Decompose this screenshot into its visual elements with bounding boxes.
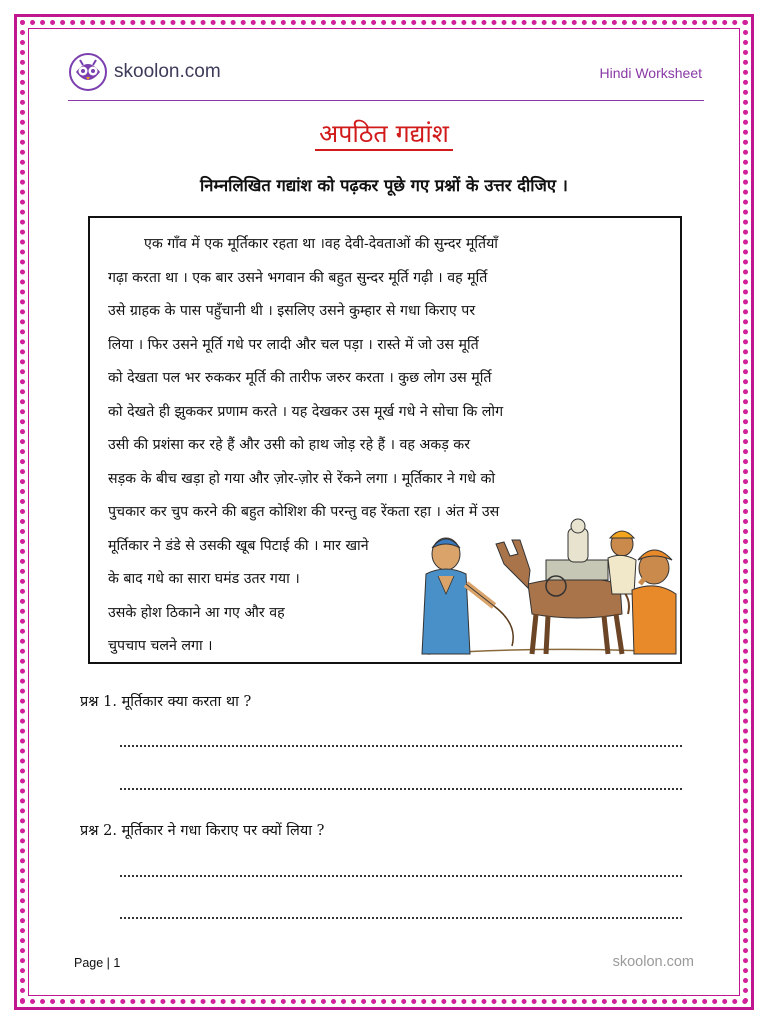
question-text: मूर्तिकार ने गधा किराए पर क्यों लिया ?	[121, 823, 325, 839]
question-label: प्रश्न 2.	[80, 823, 117, 839]
header-divider	[68, 100, 704, 101]
passage-line: एक गाँव में एक मूर्तिकार रहता था ।वह देवी-देवताओं की सुन्दर मूर्तियाँ	[144, 236, 498, 252]
passage-line: के बाद गधे का सारा घमंड उतर गया ।	[108, 571, 300, 587]
question-2	[80, 820, 324, 840]
instruction-text: निम्नलिखित गद्यांश को पढ़कर पूछे गए प्रश्नों के उत्तर दीजिए ।	[200, 176, 568, 195]
answer-line[interactable]	[120, 745, 682, 747]
answer-line[interactable]	[120, 788, 682, 790]
worksheet-title	[0, 116, 768, 150]
sculptor-donkey-illustration	[408, 514, 678, 660]
answer-line[interactable]	[120, 875, 682, 877]
sculptor-figure	[422, 538, 513, 654]
passage-line: उसे ग्राहक के पास पहुँचानी थी । इसलिए उसने कुम्हार से गधा किराए पर	[108, 303, 476, 319]
passage-line: लिया । फिर उसने मूर्ति गधे पर लादी और चल पड़ा । रास्ते में जो उस मूर्ति	[108, 336, 479, 353]
passage-line: को देखते ही झुककर प्रणाम करते । यह देखकर उस मूर्ख गधे ने सोचा कि लोग	[108, 403, 504, 420]
passage-line: को देखता पल भर रुककर मूर्ति की तारीफ जरुर करता । कुछ लोग उस मूर्ति	[108, 370, 492, 386]
passage-line: सड़क के बीच खड़ा हो गया और ज़ोर-ज़ोर से रेंकने लगा । मूर्तिकार ने गधे को	[108, 470, 496, 487]
page-number: Page | 1	[74, 956, 121, 970]
question-label: प्रश्न 1.	[80, 694, 117, 710]
owl-logo-icon	[68, 52, 108, 92]
passage-line: पुचकार कर चुप करने की बहुत कोशिश की परन्तु वह रेंकता रहा । अंत में उस	[108, 504, 500, 520]
passage-line: उसी की प्रशंसा कर रहे हैं और उसी को हाथ जोड़ रहे हैं । वह अकड़ कर	[108, 437, 471, 453]
passage-line: मूर्तिकार ने डंडे से उसकी खूब पिटाई की । मार खाने	[108, 537, 369, 554]
question-1	[80, 691, 251, 711]
brand-logo[interactable]	[68, 52, 221, 92]
worksheet-type-label: Hindi Worksheet	[599, 65, 702, 81]
title-text: अपठित गद्यांश	[315, 119, 453, 151]
logo-text: skoolon.com	[114, 61, 221, 82]
passage-line: गढ़ा करता था । एक बार उसने भगवान की बहुत सुन्दर मूर्ति गढ़ी । वह मूर्ति	[108, 269, 488, 286]
passage-line: उसके होश ठिकाने आ गए और वह	[108, 604, 285, 621]
question-text: मूर्तिकार क्या करता था ?	[121, 694, 252, 710]
passage-box	[88, 216, 682, 664]
footer-site-link[interactable]: skoolon.com	[612, 954, 694, 970]
passage-line: चुपचाप चलने लगा ।	[108, 638, 213, 654]
worksheet-header	[68, 50, 704, 100]
answer-line[interactable]	[120, 917, 682, 919]
